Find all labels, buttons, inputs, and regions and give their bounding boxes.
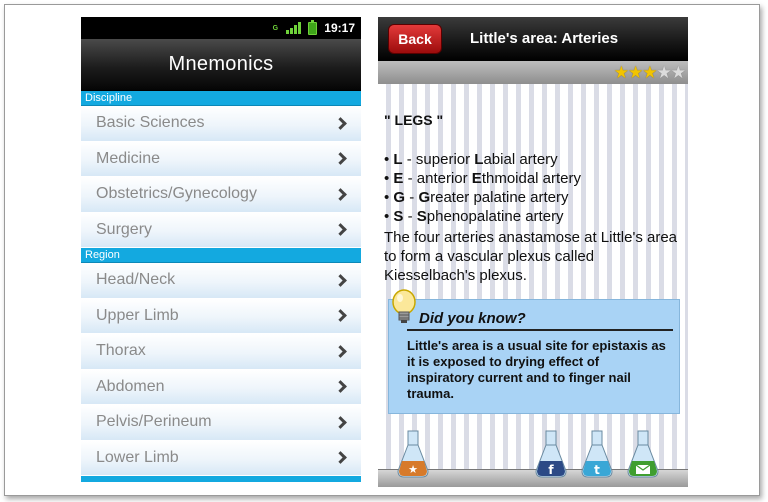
chevron-right-icon: [334, 117, 347, 130]
section-header-region: Region: [81, 248, 361, 263]
rating-bar: [378, 61, 688, 84]
list-item-label: Obstetrics/Gynecology: [96, 185, 257, 203]
list-item-label: Abdomen: [96, 377, 165, 395]
battery-icon: [308, 22, 317, 35]
bullet-line: • G - Greater palatine artery: [384, 189, 569, 206]
lightbulb-icon: [388, 288, 420, 328]
mnemonic-bullets: [384, 150, 581, 226]
chevron-right-icon: [334, 274, 347, 287]
status-time: 19:17: [324, 21, 355, 35]
page-title: Mnemonics: [168, 53, 274, 75]
list-item[interactable]: [81, 142, 361, 178]
mnemonic-acronym: " LEGS ": [384, 112, 444, 128]
star-icon[interactable]: ★: [628, 63, 644, 82]
list-item-label: Upper Limb: [96, 306, 179, 324]
twitter-flask-icon[interactable]: [580, 429, 614, 479]
list-item[interactable]: [81, 405, 361, 441]
divider: [407, 329, 673, 331]
mnemonic-description: The four arteries anastamose at Little's area to form a vascular plexus called Kiesselbach's plexus.: [384, 229, 678, 284]
mnemonic-content: [378, 84, 688, 487]
did-you-know-text: Little's area is a usual site for epistaxis as it is exposed to drying effect of inspiratory current and to finger nail trauma.: [407, 338, 666, 401]
mnemonics-list-screen: [81, 17, 361, 487]
list-item[interactable]: [81, 106, 361, 142]
list-item[interactable]: [81, 299, 361, 335]
chevron-right-icon: [334, 416, 347, 429]
detail-title: Little's area: Arteries: [470, 30, 619, 47]
list-item-label: Basic Sciences: [96, 114, 205, 132]
list-item-label: Lower Limb: [96, 448, 179, 466]
chevron-right-icon: [334, 380, 347, 393]
list-item-label: Pelvis/Perineum: [96, 413, 212, 431]
list-item-label: Head/Neck: [96, 271, 176, 289]
svg-text:★: ★: [408, 463, 418, 476]
did-you-know-box: [388, 299, 680, 414]
list-item[interactable]: [81, 263, 361, 299]
list-item-label: Thorax: [96, 342, 146, 360]
star-icon[interactable]: ★: [656, 63, 672, 82]
chevron-right-icon: [334, 345, 347, 358]
list-item-label: Surgery: [96, 220, 153, 238]
signal-icon: [286, 22, 301, 34]
back-button[interactable]: Back: [388, 24, 442, 54]
bullet-line: • S - Sphenopalatine artery: [384, 208, 564, 225]
star-icon[interactable]: ★: [613, 63, 629, 82]
did-you-know-title: Did you know?: [419, 310, 526, 327]
title-bar: [81, 39, 361, 91]
list-item[interactable]: [81, 177, 361, 213]
star-icon[interactable]: ★: [642, 63, 658, 82]
svg-text:t: t: [594, 463, 600, 477]
mnemonic-detail-screen: [378, 17, 688, 487]
facebook-flask-icon[interactable]: [534, 429, 568, 479]
email-flask-icon[interactable]: [626, 429, 660, 479]
star-icon[interactable]: ★: [670, 63, 686, 82]
list-item-label: Medicine: [96, 149, 161, 167]
status-bar: [81, 17, 361, 39]
section-header-discipline: Discipline: [81, 91, 361, 106]
chevron-right-icon: [334, 451, 347, 464]
svg-text:f: f: [548, 463, 554, 477]
list-bottom-strip: [81, 476, 361, 482]
chevron-right-icon: [334, 223, 347, 236]
bullet-line: • E - anterior Ethmoidal artery: [384, 170, 582, 187]
list-item[interactable]: [81, 370, 361, 406]
list-item[interactable]: [81, 334, 361, 370]
favorite-flask-icon[interactable]: [396, 429, 430, 479]
chevron-right-icon: [334, 152, 347, 165]
chevron-right-icon: [334, 188, 347, 201]
list-item[interactable]: [81, 213, 361, 249]
bullet-line: • L - superior Labial artery: [384, 151, 558, 168]
chevron-right-icon: [334, 309, 347, 322]
detail-title-bar: [378, 17, 688, 61]
network-type: G: [272, 24, 279, 32]
list-item[interactable]: [81, 441, 361, 477]
